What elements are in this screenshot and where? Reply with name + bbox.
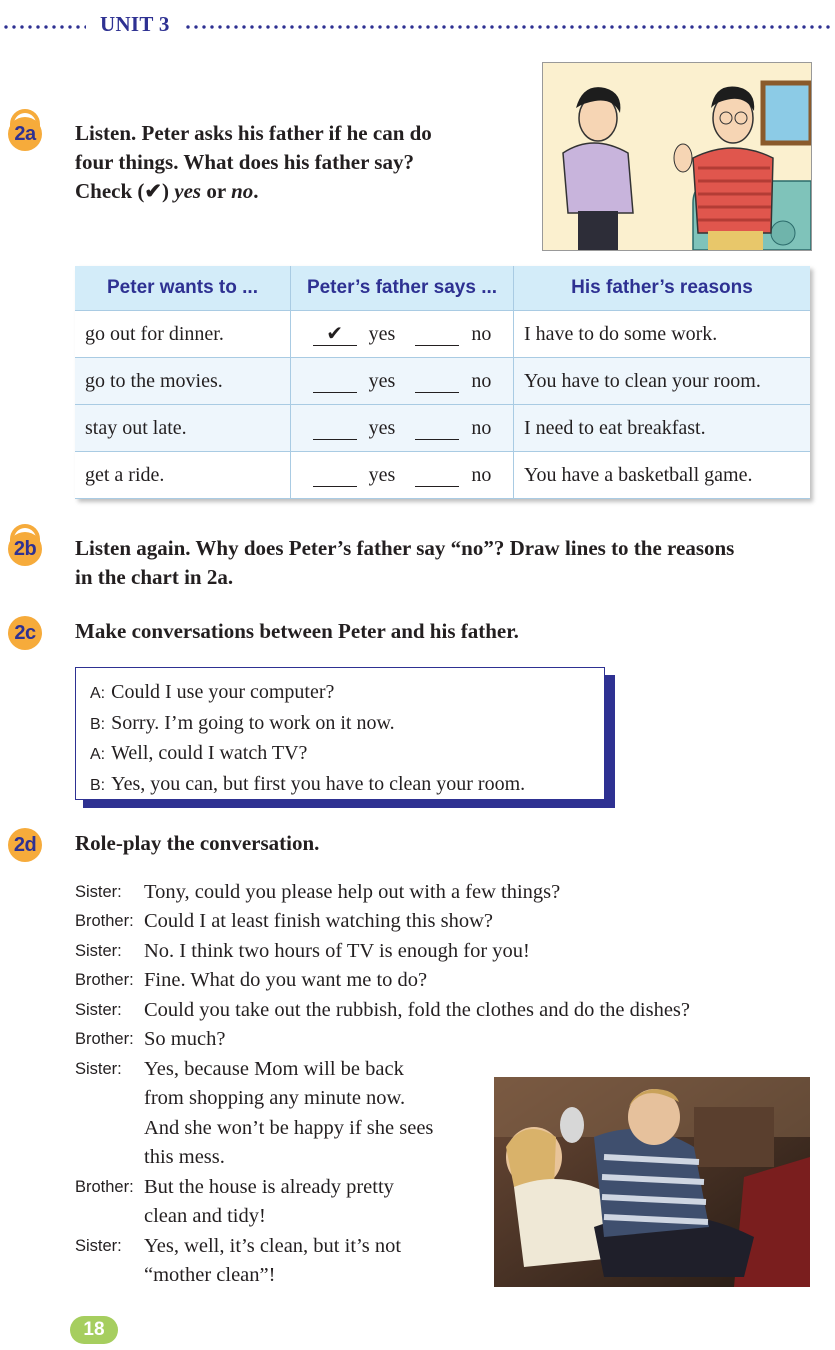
dialogue-text: Tony, could you please help out with a few things? <box>144 881 561 903</box>
conversation-text: Yes, you can, but first you have to clean your room. <box>111 772 526 795</box>
conversation-line <box>90 678 590 709</box>
table-row <box>75 311 810 358</box>
page-number: 18 <box>70 1316 118 1344</box>
no-label: no <box>471 463 492 486</box>
reason-cell: I need to eat breakfast. <box>514 405 811 452</box>
dialogue-text: “mother clean”! <box>144 1264 276 1286</box>
dialogue-text: Fine. What do you want me to do? <box>144 969 428 991</box>
speaker-label: Brother: <box>75 1178 134 1196</box>
no-label: no <box>471 369 492 392</box>
conversation-box <box>75 667 605 800</box>
header-dots-right <box>184 25 832 29</box>
speaker-label: Brother: <box>75 1030 134 1048</box>
yes-blank[interactable] <box>313 370 357 393</box>
reasons-table <box>75 266 810 499</box>
siblings-photo <box>494 1077 810 1287</box>
speaker-label: Brother: <box>75 971 134 989</box>
yes-blank[interactable]: ✔ <box>313 323 357 346</box>
answer-cell <box>291 311 514 358</box>
wants-cell: go out for dinner. <box>75 311 291 358</box>
header-dots-left <box>2 25 86 29</box>
section-2a-instruction <box>75 119 515 206</box>
no-blank[interactable] <box>415 464 459 487</box>
wants-cell: stay out late. <box>75 405 291 452</box>
dialogue-text: So much? <box>144 1028 226 1050</box>
section-2d-instruction: Role-play the conversation. <box>75 831 320 855</box>
text: Check ( <box>75 179 145 203</box>
no-label: no <box>471 416 492 439</box>
dialogue-text: Yes, well, it’s clean, but it’s not <box>144 1235 402 1257</box>
section-2a-badge: 2a <box>8 117 42 151</box>
yes-blank[interactable] <box>313 417 357 440</box>
dialogue-text: Could you take out the rubbish, fold the clothes and do the dishes? <box>144 999 691 1021</box>
section-2c-instruction: Make conversations between Peter and his father. <box>75 619 519 643</box>
reason-cell: You have a basketball game. <box>514 452 811 499</box>
dialogue-text: No. I think two hours of TV is enough for you! <box>144 940 530 962</box>
wants-cell: go to the movies. <box>75 358 291 405</box>
unit-title: UNIT 3 <box>100 12 170 36</box>
answer-cell <box>291 452 514 499</box>
instruction-line: in the chart in 2a. <box>75 565 234 589</box>
wants-cell: get a ride. <box>75 452 291 499</box>
peter-and-father-illustration <box>542 62 812 251</box>
no-blank[interactable] <box>415 323 459 346</box>
column-header-reasons: His father’s reasons <box>514 266 811 311</box>
speaker-label: Sister: <box>75 1001 122 1019</box>
dialogue-text: clean and tidy! <box>144 1205 266 1227</box>
dialogue-text: Could I at least finish watching this show? <box>144 910 494 932</box>
reason-cell: You have to clean your room. <box>514 358 811 405</box>
instruction-line: four things. What does his father say? <box>75 150 414 174</box>
text: . <box>253 179 259 203</box>
speaker-label: Sister: <box>75 942 122 960</box>
instruction-line: Listen. Peter asks his father if he can do <box>75 121 432 145</box>
column-header-peter-wants: Peter wants to ... <box>75 266 291 311</box>
column-header-father-says: Peter’s father says ... <box>291 266 514 311</box>
no-word: no <box>231 179 254 203</box>
speaker-label: Sister: <box>75 1237 122 1255</box>
check-icon: ✔ <box>144 179 163 203</box>
text: or <box>201 179 232 203</box>
conversation-line <box>90 709 590 740</box>
speaker-label: B: <box>90 776 106 794</box>
yes-word: yes <box>174 179 202 203</box>
speaker-label: B: <box>90 715 106 733</box>
conversation-text: Sorry. I’m going to work on it now. <box>111 711 395 734</box>
reason-cell: I have to do some work. <box>514 311 811 358</box>
yes-label: yes <box>368 416 396 439</box>
table-row <box>75 405 810 452</box>
no-blank[interactable] <box>415 370 459 393</box>
conversation-line <box>90 770 590 801</box>
section-2d-badge: 2d <box>8 828 42 862</box>
section-2b-badge: 2b <box>8 532 42 566</box>
table-row <box>75 452 810 499</box>
dialogue-text: from shopping any minute now. <box>144 1087 406 1109</box>
no-label: no <box>471 322 492 345</box>
conversation-text: Could I use your computer? <box>111 681 335 703</box>
no-blank[interactable] <box>415 417 459 440</box>
dialogue-text: But the house is already pretty <box>144 1176 394 1198</box>
instruction-line <box>75 177 515 206</box>
speaker-label: A: <box>90 685 106 702</box>
answer-cell <box>291 358 514 405</box>
dialogue-text: this mess. <box>144 1146 225 1168</box>
table-row <box>75 358 810 405</box>
text: ) <box>162 179 175 203</box>
conversation-text: Well, could I watch TV? <box>111 742 308 764</box>
dialogue-text: Yes, because Mom will be back <box>144 1058 404 1080</box>
photo-drawing <box>494 1077 810 1287</box>
speaker-label: A: <box>90 746 106 763</box>
speaker-label: Sister: <box>75 1060 122 1078</box>
cartoon-drawing <box>543 63 811 250</box>
yes-blank[interactable] <box>313 464 357 487</box>
conversation-line <box>90 739 590 770</box>
instruction-line: Listen again. Why does Peter’s father say “no”? Draw lines to the reasons <box>75 536 735 560</box>
speaker-label: Brother: <box>75 912 134 930</box>
answer-cell <box>291 405 514 452</box>
yes-label: yes <box>368 463 396 486</box>
section-2b-instruction <box>75 534 825 592</box>
dialogue-text: And she won’t be happy if she sees <box>144 1117 434 1139</box>
yes-label: yes <box>368 369 396 392</box>
speaker-label: Sister: <box>75 883 122 901</box>
table-header-row <box>75 266 810 311</box>
section-2c-badge: 2c <box>8 616 42 650</box>
yes-label: yes <box>368 322 396 345</box>
